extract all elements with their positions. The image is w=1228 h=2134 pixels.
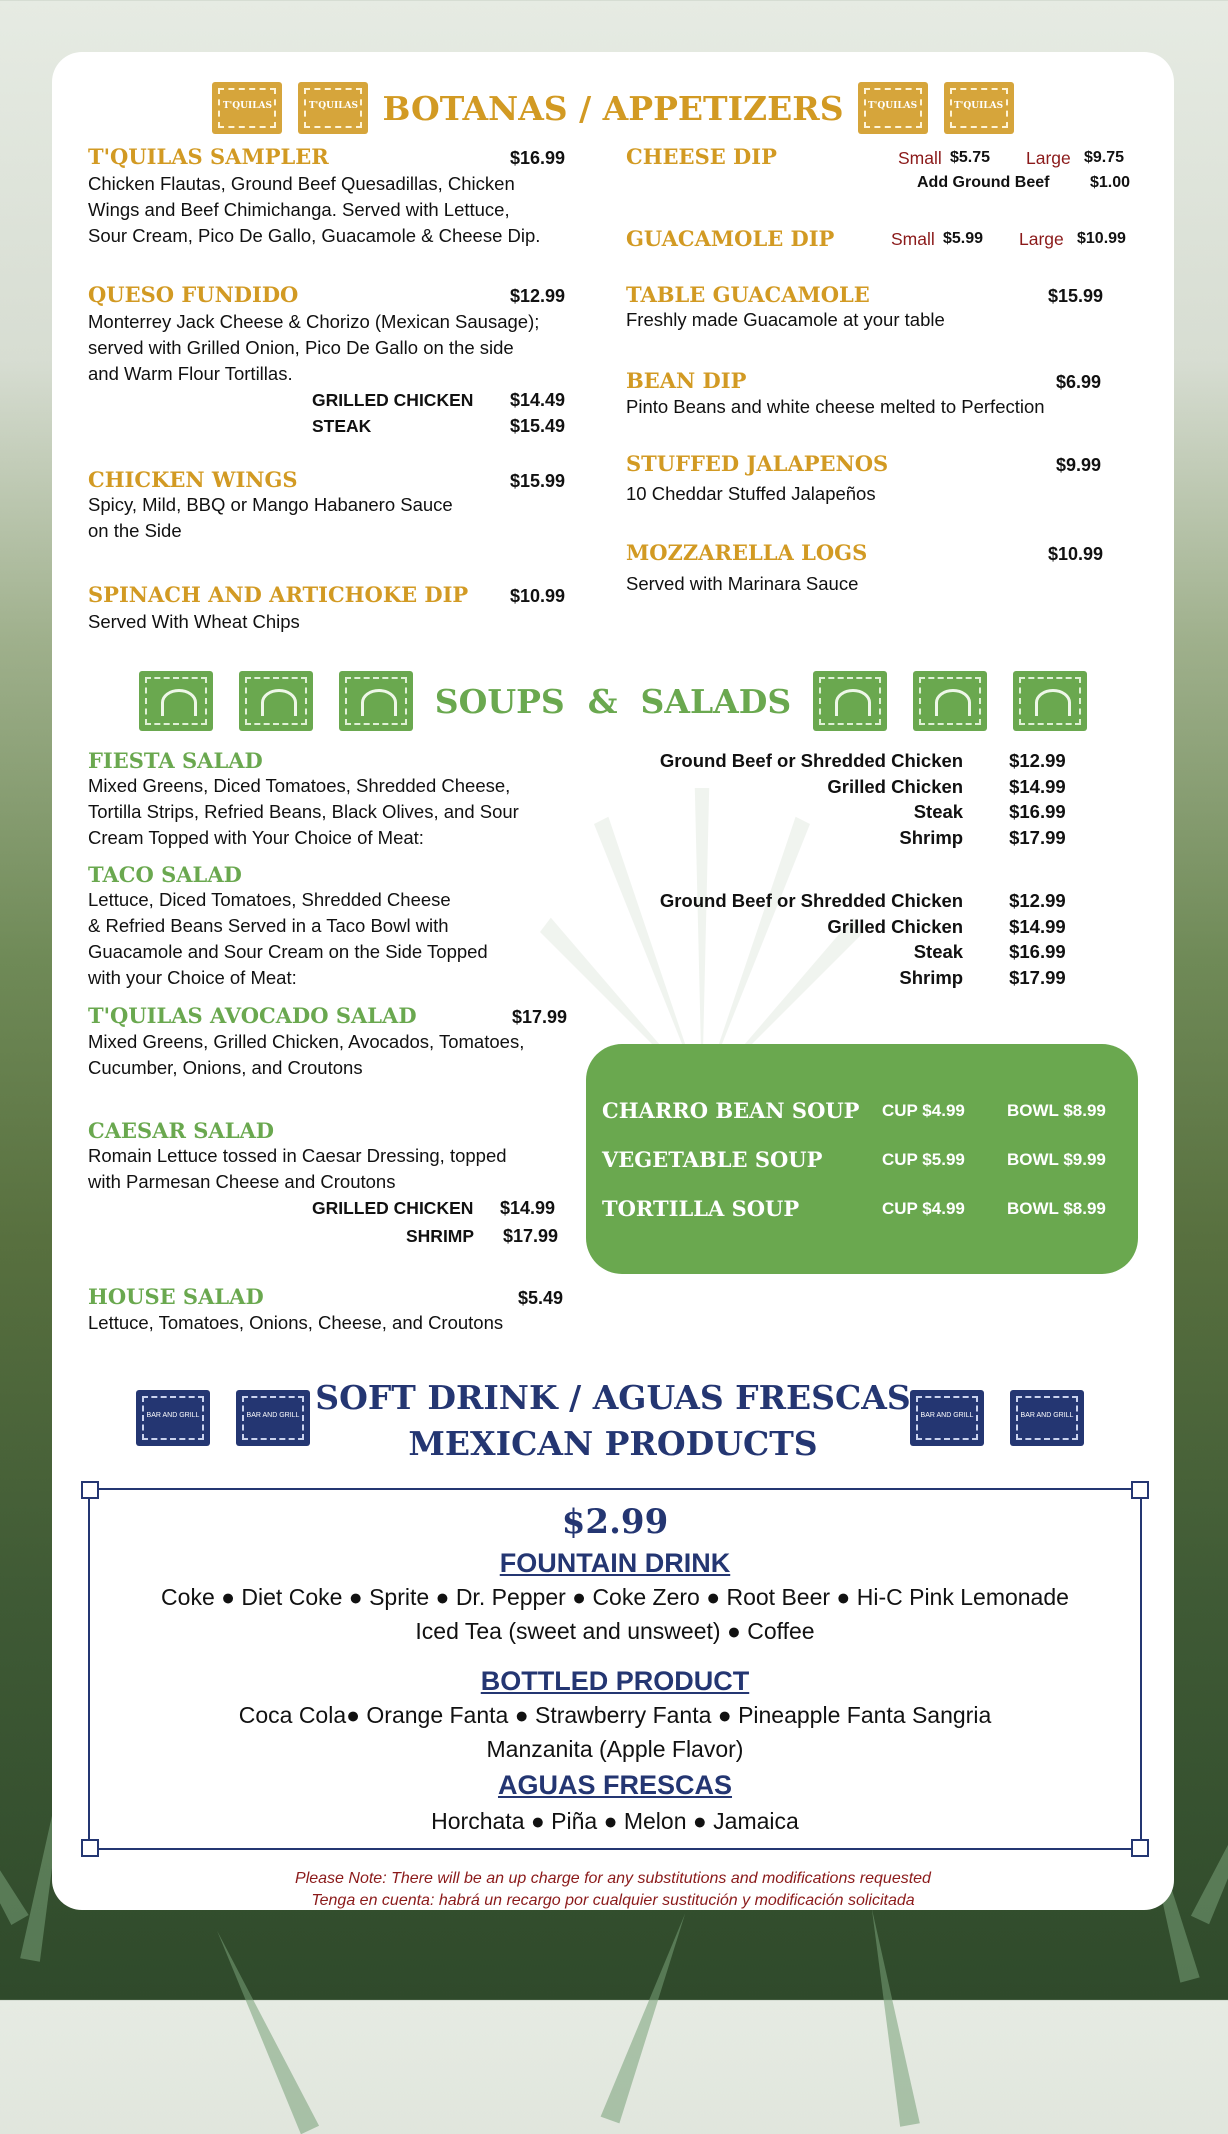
section-subtitle-drinks: MEXICAN PRODUCTS: [408, 1424, 818, 1463]
option-price: $15.49: [510, 416, 566, 436]
item-price: $5.49: [518, 1288, 564, 1308]
item-description: Freshly made Guacamole at your table: [626, 309, 945, 330]
meat-option-row: Grilled Chicken $14.99: [827, 775, 1066, 797]
papel-picado-flag: T'QUILAS: [212, 82, 282, 134]
size-label: Large: [1026, 148, 1071, 168]
item-price: $16.99: [510, 148, 566, 168]
item-title: TACO SALAD: [88, 862, 242, 887]
item-price: $9.99: [1056, 455, 1102, 475]
agave-flag-icon: [239, 671, 313, 731]
menu-card: [52, 52, 1174, 1910]
note-english: Please Note: There will be an up charge for any substitutions and modifications requested: [295, 1870, 931, 1887]
papel-picado-flag: BAR AND GRILL: [136, 1390, 210, 1446]
fountain-drink-list-2: Iced Tea (sweet and unsweet) ● Coffee: [415, 1618, 815, 1644]
item-description: Lettuce, Tomatoes, Onions, Cheese, and Croutons: [88, 1312, 504, 1333]
size-price: $5.75: [950, 149, 991, 166]
item-title: GUACAMOLE DIP: [626, 226, 835, 251]
papel-picado-flag: BAR AND GRILL: [1010, 1390, 1084, 1446]
agave-flag-icon: [1013, 671, 1087, 731]
item-price: $6.99: [1056, 372, 1102, 392]
item-description: Monterrey Jack Cheese & Chorizo (Mexican Sausage); served with Grilled Onion, Pico De Gallo on the side and Warm Flour Tortillas.: [88, 311, 540, 384]
agave-flag-icon: [339, 671, 413, 731]
item-title: SPINACH AND ARTICHOKE DIP: [88, 582, 469, 607]
fountain-drink-title: FOUNTAIN DRINK: [499, 1548, 731, 1578]
papel-picado-flag: BAR AND GRILL: [910, 1390, 984, 1446]
option-price: $14.99: [500, 1198, 556, 1218]
item-title: CHICKEN WINGS: [88, 467, 298, 492]
meat-option-row: Ground Beef or Shredded Chicken $12.99: [659, 890, 1066, 911]
item-title: MOZZARELLA LOGS: [626, 540, 868, 565]
agave-flag-icon: [913, 671, 987, 731]
soups-salads-banner: [52, 668, 1174, 734]
section-title-soups-salads: SOUPS & SALADS: [434, 681, 792, 721]
option-label: GRILLED CHICKEN: [312, 390, 474, 410]
item-price: $15.99: [510, 471, 566, 491]
item-title: STUFFED JALAPENOS: [626, 451, 889, 476]
item-title: CHEESE DIP: [626, 144, 777, 169]
item-description: Spicy, Mild, BBQ or Mango Habanero Sauce on the Side: [88, 494, 453, 541]
soup-box: [586, 1044, 1138, 1274]
soup-bowl-price: BOWL $8.99: [1007, 1101, 1106, 1120]
frame-corner: [81, 1481, 99, 1499]
option-label: STEAK: [312, 416, 372, 436]
item-description: Served with Marinara Sauce: [626, 573, 859, 594]
soup-name: CHARRO BEAN SOUP: [602, 1098, 860, 1123]
meat-option-row: Shrimp $17.99: [899, 966, 1066, 988]
papel-picado-flag: T'QUILAS: [858, 82, 928, 134]
size-label: Small: [891, 229, 935, 249]
item-description: Romain Lettuce tossed in Caesar Dressing, topped with Parmesan Cheese and Croutons: [88, 1145, 507, 1192]
note-spanish: Tenga en cuenta: habrá un recargo por cualquier sustitución y modificación solicitada: [311, 1892, 915, 1909]
frame-corner: [81, 1839, 99, 1857]
item-price: $12.99: [510, 286, 566, 306]
item-price: $10.99: [510, 586, 566, 606]
item-description: 10 Cheddar Stuffed Jalapeños: [626, 483, 876, 504]
aguas-frescas-list: Horchata ● Piña ● Melon ● Jamaica: [431, 1808, 799, 1834]
frame-corner: [1131, 1481, 1149, 1499]
fountain-drink-list: Coke ● Diet Coke ● Sprite ● Dr. Pepper ● Coke Zero ● Root Beer ● Hi-C Pink Lemonade: [161, 1584, 1069, 1610]
item-title: FIESTA SALAD: [88, 748, 263, 773]
item-title: CAESAR SALAD: [88, 1118, 274, 1143]
agave-flag-icon: [813, 671, 887, 731]
meat-option-row: Shrimp $17.99: [899, 826, 1066, 848]
option-price: $17.99: [503, 1226, 559, 1246]
section-title-drinks: SOFT DRINK / AGUAS FRESCAS: [315, 1378, 911, 1417]
papel-picado-flag: T'QUILAS: [298, 82, 368, 134]
aguas-frescas-title: AGUAS FRESCAS: [497, 1770, 733, 1800]
item-description: Chicken Flautas, Ground Beef Quesadillas, Chicken Wings and Beef Chimichanga. Served with Lettuce, Sour Cream, Pico De Gallo, Guacamole & Cheese Dip.: [88, 173, 541, 246]
bottled-product-title: BOTTLED PRODUCT: [480, 1666, 750, 1696]
meat-option-row: Ground Beef or Shredded Chicken $12.99: [659, 750, 1066, 771]
option-label: SHRIMP: [406, 1226, 475, 1246]
papel-picado-flag: BAR AND GRILL: [236, 1390, 310, 1446]
item-title: HOUSE SALAD: [88, 1284, 264, 1309]
item-description: Served With Wheat Chips: [88, 611, 300, 632]
soup-bowl-price: BOWL $9.99: [1007, 1150, 1106, 1169]
item-title: QUESO FUNDIDO: [88, 282, 299, 307]
drinks-price: $2.99: [561, 1502, 669, 1542]
item-description: Mixed Greens, Diced Tomatoes, Shredded Cheese, Tortilla Strips, Refried Beans, Black Olives, and Sour Cream Topped with Your Choice of Meat:: [88, 775, 519, 848]
item-title: TABLE GUACAMOLE: [626, 282, 870, 307]
meat-option-row: Steak $16.99: [913, 941, 1066, 962]
item-price: $15.99: [1048, 286, 1104, 306]
soup-cup-price: CUP $5.99: [882, 1150, 965, 1169]
size-label: Small: [898, 148, 942, 168]
item-title: T'QUILAS SAMPLER: [88, 144, 329, 169]
soup-bowl-price: BOWL $8.99: [1007, 1199, 1106, 1218]
option-price: $14.49: [510, 390, 566, 410]
option-label: GRILLED CHICKEN: [312, 1198, 474, 1218]
item-price: $10.99: [1048, 544, 1104, 564]
section-title-appetizers: BOTANAS / APPETIZERS: [382, 88, 844, 128]
size-price: $9.75: [1084, 149, 1125, 166]
soup-cup-price: CUP $4.99: [882, 1199, 965, 1218]
soup-name: VEGETABLE SOUP: [602, 1147, 823, 1172]
agave-flag-icon: [139, 671, 213, 731]
frame-corner: [1131, 1839, 1149, 1857]
drinks-box: [88, 1488, 1142, 1850]
item-description: Mixed Greens, Grilled Chicken, Avocados, Tomatoes, Cucumber, Onions, and Croutons: [88, 1031, 525, 1078]
bottled-product-list-2: Manzanita (Apple Flavor): [486, 1736, 744, 1762]
size-price: $10.99: [1077, 230, 1126, 247]
item-price: $17.99: [512, 1007, 568, 1027]
soup-name: TORTILLA SOUP: [602, 1196, 800, 1221]
item-description: Pinto Beans and white cheese melted to Perfection: [626, 396, 1045, 417]
bottled-product-list: Coca Cola● Orange Fanta ● Strawberry Fanta ● Pineapple Fanta Sangria: [238, 1702, 992, 1728]
soup-cup-price: CUP $4.99: [882, 1101, 965, 1120]
papel-picado-flag: T'QUILAS: [944, 82, 1014, 134]
size-price: $5.99: [943, 230, 984, 247]
item-title: T'QUILAS AVOCADO SALAD: [88, 1003, 417, 1028]
addon-label: Add Ground Beef: [917, 174, 1050, 191]
fiesta-meat-options: [652, 750, 1076, 852]
size-label: Large: [1019, 229, 1064, 249]
meat-option-row: Grilled Chicken $14.99: [827, 915, 1066, 937]
item-description: Lettuce, Diced Tomatoes, Shredded Cheese & Refried Beans Served in a Taco Bowl with Guacamole and Sour Cream on the Side Topped with your Choice of Meat:: [88, 889, 488, 988]
meat-option-row: Steak $16.99: [913, 801, 1066, 822]
appetizers-banner: [52, 78, 1174, 138]
taco-meat-options: [652, 890, 1076, 992]
addon-price: $1.00: [1090, 174, 1131, 191]
item-title: BEAN DIP: [626, 368, 747, 393]
